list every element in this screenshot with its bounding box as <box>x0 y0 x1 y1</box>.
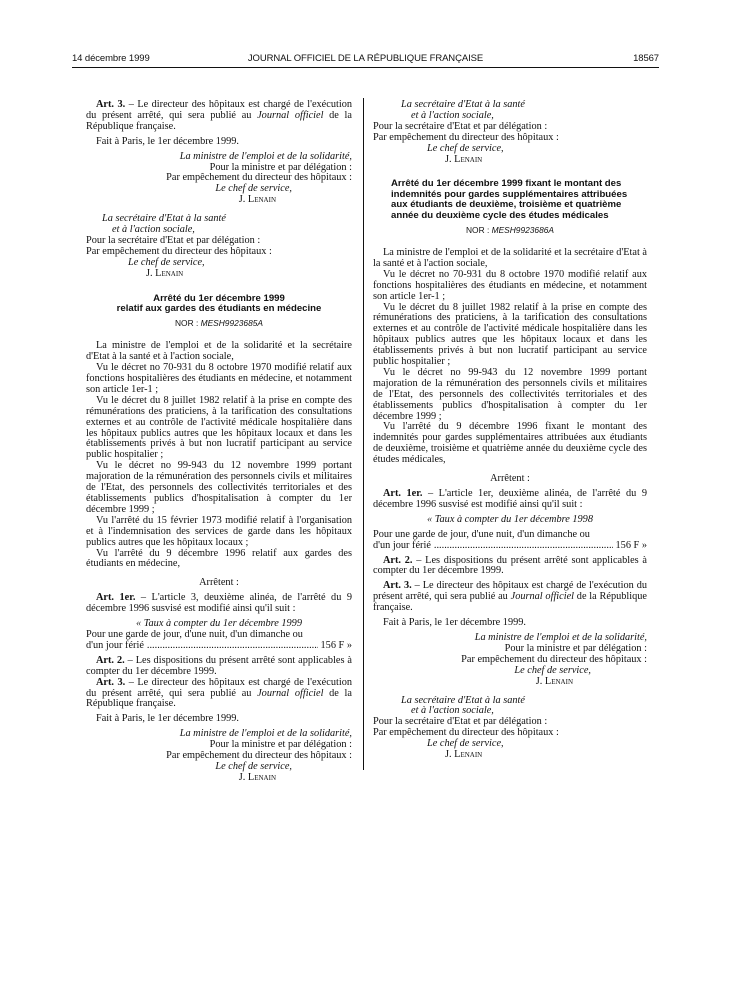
nor-reference-2: NOR : MESH9923686A <box>466 225 554 236</box>
column-divider <box>363 98 364 770</box>
signature-minister-3: La ministre de l'emploi et de la solidarité, Pour la ministre et par délégation : Par empêchement du directeur des hôpitaux : Le chef de service, J. Lenain <box>461 631 647 687</box>
fait-a-paris-previous: Fait à Paris, le 1er décembre 1999. <box>96 135 239 147</box>
header-page-number: 18567 <box>633 53 659 64</box>
taux-heading: « Taux à compter du 1er décembre 1999 <box>136 618 302 630</box>
garde-line-2: Pour une garde de jour, d'une nuit, d'un dimanche ou <box>373 528 590 540</box>
garde-line: Pour une garde de jour, d'une nuit, d'un dimanche ou <box>86 628 303 640</box>
article-2-2: Art. 2. – Les dispositions du présent arrêté sont applicables à compter du 1er décembre 1999. <box>373 554 648 577</box>
arrete-title-gardes: Arrêté du 1er décembre 1999 relatif aux gardes des étudiants en médecine <box>116 292 322 314</box>
preamble: La ministre de l'emploi et de la solidarité et la secrétaire d'Etat à la santé et à l'action sociale, Vu le décret no 70-931 du 8 octobre 1970 modifié relatif aux fonctions hospitalières des étudiants en médecine, et notamment son article 1er-1 ; Vu le décret du 8 juillet 1982 relatif à la prise en compte des rémunérations des praticiens, à la tarification des consultations externes et au contrôle de l'activité médicale hospitalière dans les hôpitaux publics autres que les hôpitaux locaux et dans les établissements privés à but non lucratif participant au service public hospitalier ; Vu le décret no 99-943 du 12 novembre 1999 portant majoration de la rémunération des personnels civils et militaires de l'Etat, des personnels des collectivités territoriales et des établissements publics d'hospitalisation à compter du 1er décembre 1999 ; Vu l'arrêté du 15 février 1973 modifié relatif à l'organisation et à l'indemnisation des services de garde dans les hôpitaux publics autres que les hôpitaux locaux ; Vu l'arrêté du 9 décembre 1996 relatif aux gardes des étudiants en médecine, <box>86 340 352 570</box>
garde-amount-2: 156 F » <box>615 539 647 551</box>
left-column <box>86 100 352 784</box>
signature-minister-1: La ministre de l'emploi et de la solidarité, Pour la ministre et par délégation : Par empêchement du directeur des hôpitaux : Le chef de service, J. Lenain <box>166 150 352 206</box>
nor-reference: NOR : MESH9923685A <box>175 318 263 329</box>
signature-secretary-1: La secrétaire d'Etat à la santé et à l'action sociale, Pour la secrétaire d'Etat et par délégation : Par empêchement du directeur des hôpitaux : Le chef de service, J. Lenain <box>86 213 272 279</box>
garde-amount: 156 F » <box>320 639 352 651</box>
signature-secretary-0: La secrétaire d'Etat à la santé et à l'action sociale, Pour la secrétaire d'Etat et par délégation : Par empêchement du directeur des hôpitaux : Le chef de service, J. Lenain <box>373 99 559 165</box>
arrete-title-indemnites: Arrêté du 1er décembre 1999 fixant le montant des indemnités pour gardes supplémentaires attribuées aux étudiants de deuxième, troisième et quatrième année du deuxième cycle des études médicales <box>391 178 628 221</box>
signature-minister-2: La ministre de l'emploi et de la solidarité, Pour la ministre et par délégation : Par empêchement du directeur des hôpitaux : Le chef de service, J. Lenain <box>166 728 352 783</box>
garde-amount-row: d'un jour férié ..... 156 F » <box>86 641 352 652</box>
header-date: 14 décembre 1999 <box>72 53 150 64</box>
signature-secretary-2: La secrétaire d'Etat à la santé et à l'action sociale, Pour la secrétaire d'Etat et par délégation : Par empêchement du directeur des hôpitaux : Le chef de service, J. Lenain <box>373 694 559 761</box>
arretent: Arrêtent : <box>199 577 239 589</box>
article-3-2: Art. 3. – Le directeur des hôpitaux est chargé de l'exécution du présent arrêté, qui sera publié au Journal officiel de la République française. <box>373 580 647 614</box>
right-column <box>373 100 647 761</box>
article-1-2: Art. 1er. – L'article 1er, deuxième alinéa, de l'arrêté du 9 décembre 1996 susvisé est modifié ainsi qu'il suit : <box>373 488 647 510</box>
fait-a-paris: Fait à Paris, le 1er décembre 1999. <box>96 713 239 725</box>
arretent-2: Arrêtent : <box>490 473 530 485</box>
taux-heading-2: « Taux à compter du 1er décembre 1998 <box>427 513 593 525</box>
header-rule <box>72 67 659 68</box>
article-1: Art. 1er. – L'article 3, deuxième alinéa, de l'arrêté du 9 décembre 1996 susvisé est modifié ainsi qu'il suit : <box>86 592 352 615</box>
header-title: JOURNAL OFFICIEL DE LA RÉPUBLIQUE FRANÇAISE <box>247 53 484 64</box>
article-3-previous: Art. 3. – Le directeur des hôpitaux est chargé de l'exécution du présent arrêté, qui sera publié au Journal officiel de la République française. <box>86 99 352 132</box>
article-2: Art. 2. – Les dispositions du présent arrêté sont applicables à compter du 1er décembre 1999. <box>86 654 352 677</box>
running-header <box>72 54 659 68</box>
garde-amount-row-2: d'un jour férié ..... 156 F » <box>373 541 647 552</box>
preamble-2: La ministre de l'emploi et de la solidarité et la secrétaire d'Etat à la santé et à l'action sociale, Vu le décret no 70-931 du 8 octobre 1970 modifié relatif aux fonctions hospitalières des étudiants en médecine, et notamment son article 1er-1 ; Vu le décret du 8 juillet 1982 relatif à la prise en compte des rémunérations des praticiens, à la tarification des consultations externes et au contrôle de l'activité médicale hospitalière dans les hôpitaux publics autres que les hôpitaux locaux et dans les établissements privés à but non lucratif participant au service public hospitalier ; Vu le décret no 99-943 du 12 novembre 1999 portant majoration de la rémunération des personnels civils et militaires de l'Etat, des personnels des collectivités territoriales et des établissements publics d'hospitalisation à compter du 1er décembre 1999 ; Vu l'arrêté du 9 décembre 1996 fixant le montant des indemnités pour gardes supplémentaires attribuées aux étudiants de deuxième, troisième et quatrième année du deuxième cycle des études médicales, <box>373 246 647 466</box>
fait-a-paris-2: Fait à Paris, le 1er décembre 1999. <box>383 617 526 629</box>
article-3: Art. 3. – Le directeur des hôpitaux est chargé de l'exécution du présent arrêté, qui sera publié au Journal officiel de la République française. <box>86 676 352 710</box>
